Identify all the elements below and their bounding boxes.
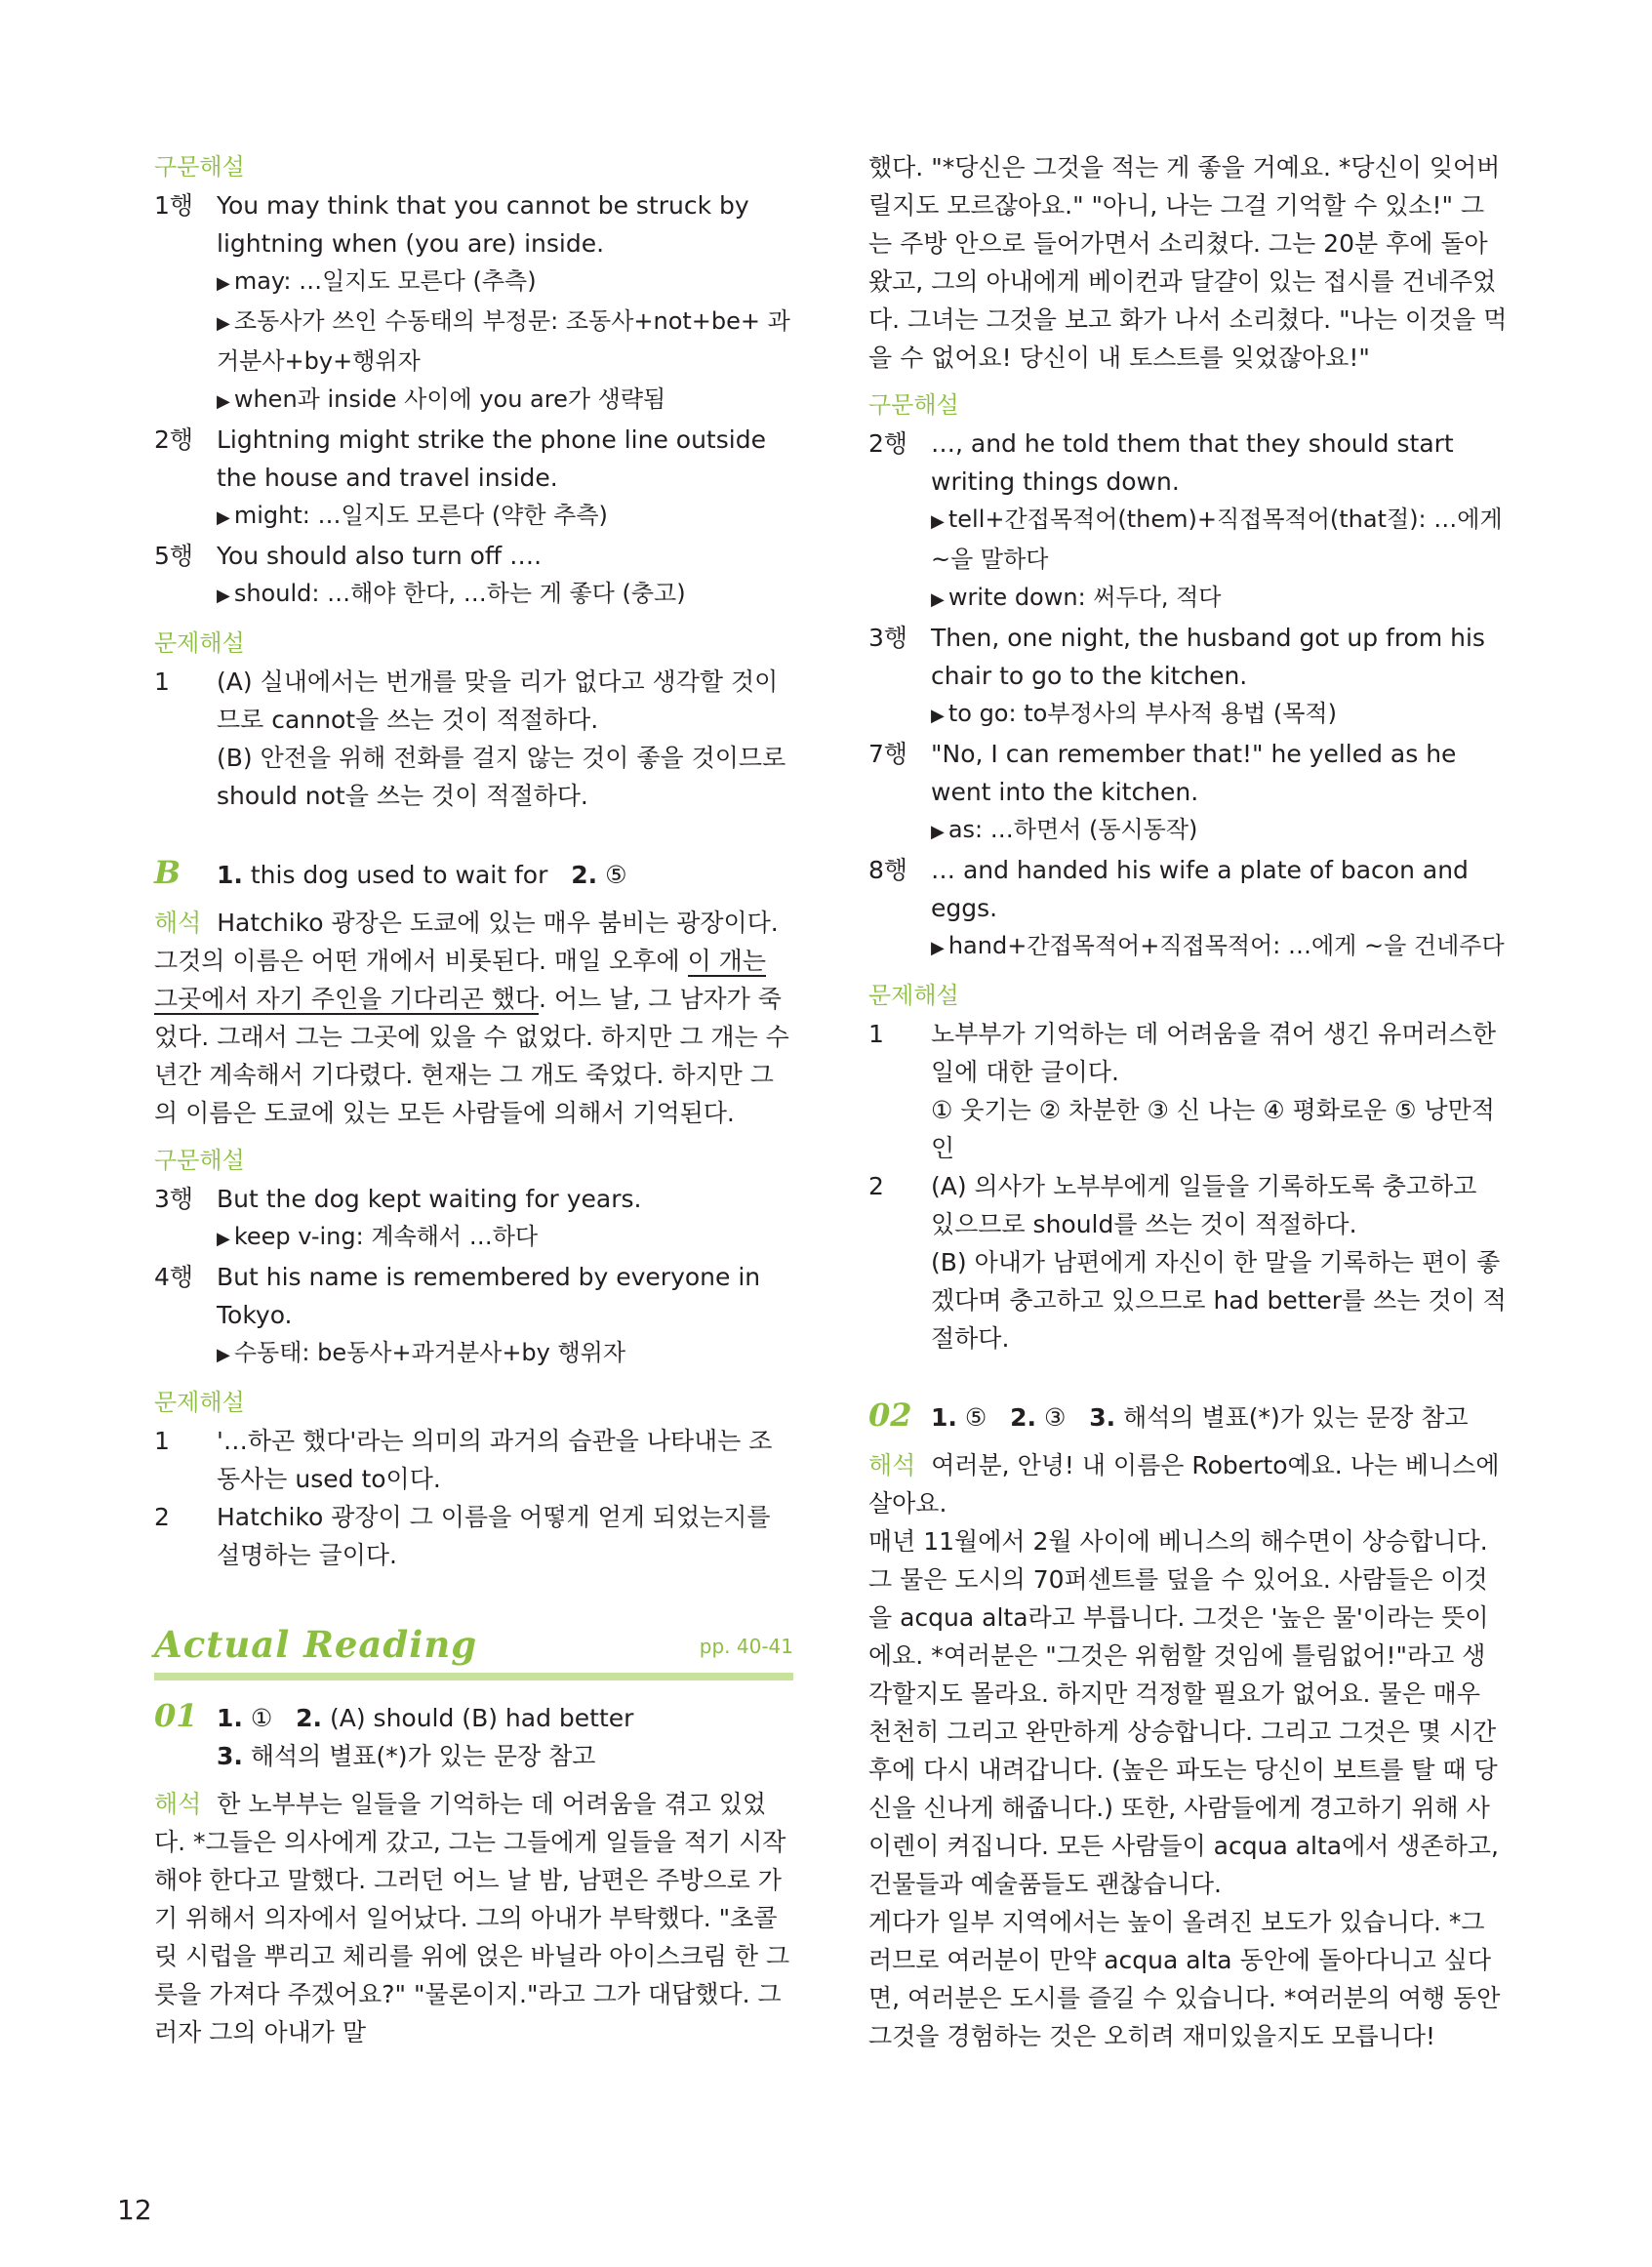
triangle-icon: ▶ bbox=[931, 822, 945, 842]
line-number: 3행 bbox=[868, 624, 908, 652]
problem-explanation: '…하곤 했다'라는 의미의 과거의 습관을 나타내는 조동사는 used to이다. bbox=[217, 1427, 773, 1493]
problem-row bbox=[154, 1498, 793, 1574]
problem-row bbox=[154, 1422, 793, 1498]
struct-note: ▶ write down: 써두다, 적다 bbox=[931, 584, 1222, 611]
problem-explanation-a: (A) 실내에서는 번개를 맞을 리가 없다고 생각할 것이므로 cannot을 쓰는 것이 적절하다. bbox=[217, 668, 779, 734]
struct-note: ▶ tell+간접목적어(them)+직접목적어(that절): …에게 ~을 말하다 bbox=[931, 506, 1503, 573]
line-number: 7행 bbox=[868, 740, 908, 768]
line-number: 4행 bbox=[154, 1263, 194, 1291]
section-pages: pp. 40-41 bbox=[699, 1635, 793, 1658]
struct-sentence: Then, one night, the husband got up from his chair to go to the kitchen. bbox=[931, 624, 1485, 690]
problem-number: 2 bbox=[868, 1172, 884, 1200]
answer-line: 02 1. ⑤ 2. ③ 3. 해석의 별표(*)가 있는 문장 참고 bbox=[868, 1397, 1469, 1434]
problem-number: 2 bbox=[154, 1503, 170, 1531]
translation: 해석 여러분, 안녕! 내 이름은 Roberto예요. 나는 베니스에 살아요. bbox=[868, 1451, 1500, 1518]
struct-row bbox=[154, 186, 793, 263]
struct-row bbox=[154, 537, 793, 575]
problem-explanation-b: (B) 아내가 남편에게 자신이 한 말을 기록하는 편이 좋겠다며 충고하고 있으므로 had better를 쓰는 것이 적절하다. bbox=[931, 1248, 1507, 1353]
triangle-icon: ▶ bbox=[217, 313, 230, 334]
section-header bbox=[154, 1617, 793, 1676]
struct-row bbox=[154, 421, 793, 497]
translation-tag: 해석 bbox=[154, 909, 202, 937]
translation-tag: 해석 bbox=[868, 1451, 916, 1479]
struct-note: ▶ keep v-ing: 계속해서 …하다 bbox=[217, 1223, 539, 1250]
triangle-icon: ▶ bbox=[931, 938, 945, 958]
struct-row bbox=[868, 619, 1508, 695]
struct-sentence: …, and he told them that they should start writing things down. bbox=[931, 429, 1454, 496]
answer-line: B 1. this dog used to wait for 2. ⑤ bbox=[154, 854, 627, 891]
triangle-icon: ▶ bbox=[931, 511, 945, 532]
triangle-icon: ▶ bbox=[217, 507, 230, 528]
section-heading: 구문해설 bbox=[154, 1147, 245, 1174]
struct-note: ▶ to go: to부정사의 부사적 용법 (목적) bbox=[931, 700, 1337, 727]
problem-explanation: Hatchiko 광장이 그 이름을 어떻게 얻게 되었는지를 설명하는 글이다. bbox=[217, 1503, 771, 1569]
struct-sentence: … and handed his wife a plate of bacon and eggs. bbox=[931, 856, 1469, 922]
struct-row bbox=[154, 1180, 793, 1218]
translation: 해석 한 노부부는 일들을 기억하는 데 어려움을 겪고 있었다. *그들은 의사에게 갔고, 그는 그들에게 일들을 적기 시작해야 한다고 말했다. 그러던 어느 날 밤, 남편은 주방으로 가기 위해서 의자에서 일어났다. 그의 아내가 부탁했다. "초콜릿 시럽을 뿌리고 체리를 위에 얹은 바닐라 아이스크림 한 그릇을 가져다 주겠어요?" "물론이지."라고 그가 대답했다. 그러자 그의 아내가 말 bbox=[154, 1790, 790, 2046]
line-number: 3행 bbox=[154, 1185, 194, 1213]
struct-note: ▶ hand+간접목적어+직접목적어: …에게 ~을 건네주다 bbox=[931, 932, 1505, 959]
struct-note: ▶ as: …하면서 (동시동작) bbox=[931, 816, 1198, 843]
answer-line: 3. 해석의 별표(*)가 있는 문장 참고 bbox=[217, 1742, 596, 1770]
question-number: 02 bbox=[868, 1397, 912, 1434]
problem-number: 1 bbox=[154, 1427, 170, 1455]
translation: 해석 Hatchiko 광장은 도쿄에 있는 매우 붐비는 광장이다. 그것의 이름은 어떤 개에서 비롯된다. 매일 오후에 이 개는 그곳에서 자기 주인을 기다리곤 했다. 어느 날, 그 남자가 죽었다. 그래서 그는 그곳에 있을 수 없었다. 하지만 그 개는 수년간 계속해서 기다렸다. 현재는 그 개도 죽었다. 하지만 그의 이름은 도쿄에 있는 모든 사람들에 의해서 기억된다. bbox=[154, 909, 789, 1127]
line-number: 1행 bbox=[154, 191, 194, 220]
struct-row bbox=[154, 1258, 793, 1334]
struct-row bbox=[868, 735, 1508, 811]
section-heading: 구문해설 bbox=[868, 391, 959, 419]
triangle-icon: ▶ bbox=[217, 1229, 230, 1249]
triangle-icon: ▶ bbox=[217, 1345, 230, 1365]
section-heading: 구문해설 bbox=[154, 153, 245, 181]
problem-row bbox=[868, 1015, 1508, 1167]
answer-line: 01 1. ① 2. (A) should (B) had better bbox=[154, 1697, 634, 1734]
problem-explanation-b: (B) 안전을 위해 전화를 걸지 않는 것이 좋을 것이므로 should not을 쓰는 것이 적절하다. bbox=[217, 744, 786, 810]
line-number: 2행 bbox=[154, 425, 194, 454]
struct-note: ▶ should: …해야 한다, …하는 게 좋다 (충고) bbox=[217, 580, 686, 607]
triangle-icon: ▶ bbox=[217, 391, 230, 412]
problem-number: 1 bbox=[154, 668, 170, 696]
struct-note: ▶ when과 inside 사이에 you are가 생략됨 bbox=[217, 385, 666, 413]
section-heading: 문제해설 bbox=[154, 1389, 245, 1416]
page-number: 12 bbox=[117, 2194, 152, 2226]
answer-options: ① 웃기는 ② 차분한 ③ 신 나는 ④ 평화로운 ⑤ 낭만적인 bbox=[931, 1096, 1495, 1162]
triangle-icon: ▶ bbox=[217, 273, 230, 294]
line-number: 8행 bbox=[868, 856, 908, 884]
translation-tag: 해석 bbox=[154, 1790, 202, 1818]
struct-row bbox=[868, 425, 1508, 501]
struct-sentence: But his name is remembered by everyone in Tokyo. bbox=[217, 1263, 761, 1329]
struct-note: ▶ may: …일지도 모른다 (추측) bbox=[217, 267, 537, 295]
translation-continued: 했다. "*당신은 그것을 적는 게 좋을 거예요. *당신이 잊어버릴지도 모르잖아요." "아니, 나는 그걸 기억할 수 있소!" 그는 주방 안으로 들어가면서 소리쳤다. 그는 20분 후에 돌아왔고, 그의 아내에게 베이컨과 달걀이 있는 접시를 건네주었다. 그녀는 그것을 보고 화가 나서 소리쳤다. "나는 이것을 먹을 수 없어요! 당신이 내 토스트를 잊었잖아요!" bbox=[868, 153, 1508, 372]
problem-row bbox=[154, 663, 793, 815]
right-column bbox=[868, 148, 1508, 2055]
triangle-icon: ▶ bbox=[931, 706, 945, 726]
problem-explanation: 노부부가 기억하는 데 어려움을 겪어 생긴 유머러스한 일에 대한 글이다. bbox=[931, 1020, 1496, 1086]
struct-sentence: You may think that you cannot be struck by lightning when (you are) inside. bbox=[217, 191, 749, 258]
underlined-text: 이 개는 그곳에서 자기 주인을 기다리곤 했다 bbox=[154, 947, 766, 1013]
triangle-icon: ▶ bbox=[217, 586, 230, 606]
triangle-icon: ▶ bbox=[931, 589, 945, 610]
problem-number: 1 bbox=[868, 1020, 884, 1048]
section-divider bbox=[154, 1673, 793, 1680]
translation-paragraph: 게다가 일부 지역에서는 높이 올려진 보도가 있습니다. *그러므로 여러분이 만약 acqua alta 동안에 돌아다니고 싶다면, 여러분은 도시를 즐길 수 있습니다. *여러분의 여행 동안 그것을 경험하는 것은 오히려 재미있을지도 모릅니다! bbox=[868, 1908, 1501, 2050]
left-column bbox=[154, 148, 793, 2051]
section-heading: 문제해설 bbox=[868, 982, 959, 1009]
struct-note: ▶ 수동태: be동사+과거분사+by 행위자 bbox=[217, 1339, 626, 1366]
problem-row bbox=[868, 1167, 1508, 1357]
question-label: B bbox=[154, 854, 181, 891]
line-number: 2행 bbox=[868, 429, 908, 458]
section-title: Actual Reading bbox=[154, 1623, 478, 1666]
struct-note: ▶ 조동사가 쓰인 수동태의 부정문: 조동사+not+be+ 과거분사+by+행위자 bbox=[217, 307, 790, 375]
struct-sentence: Lightning might strike the phone line outside the house and travel inside. bbox=[217, 425, 766, 492]
question-number: 01 bbox=[154, 1697, 198, 1734]
line-number: 5행 bbox=[154, 542, 194, 570]
struct-sentence: You should also turn off …. bbox=[217, 542, 543, 570]
struct-sentence: "No, I can remember that!" he yelled as he went into the kitchen. bbox=[931, 740, 1457, 806]
problem-explanation-a: (A) 의사가 노부부에게 일들을 기록하도록 충고하고 있으므로 should를 쓰는 것이 적절하다. bbox=[931, 1172, 1477, 1238]
struct-sentence: But the dog kept waiting for years. bbox=[217, 1185, 642, 1213]
struct-note: ▶ might: …일지도 모른다 (약한 추측) bbox=[217, 502, 608, 529]
section-heading: 문제해설 bbox=[154, 629, 245, 657]
struct-row bbox=[868, 851, 1508, 927]
translation-paragraph: 매년 11월에서 2월 사이에 베니스의 해수면이 상승합니다. 그 물은 도시의 70퍼센트를 덮을 수 있어요. 사람들은 이것을 acqua alta라고 부릅니다. 그것은 '높은 물'이라는 뜻이에요. *여러분은 "그것은 위험할 것임에 틀림없어!"라고 생각할지도 몰라요. 하지만 걱정할 필요가 없어요. 물은 매우 천천히 그리고 완만하게 상승합니다. 그리고 그것은 몇 시간 후에 다시 내려갑니다. (높은 파도는 당신이 보트를 탈 때 당신을 신나게 해줍니다.) 또한, 사람들에게 경고하기 위해 사이렌이 켜집니다. 모든 사람들이 acqua alta에서 생존하고, 건물들과 예술품들도 괜찮습니다. bbox=[868, 1527, 1499, 1898]
